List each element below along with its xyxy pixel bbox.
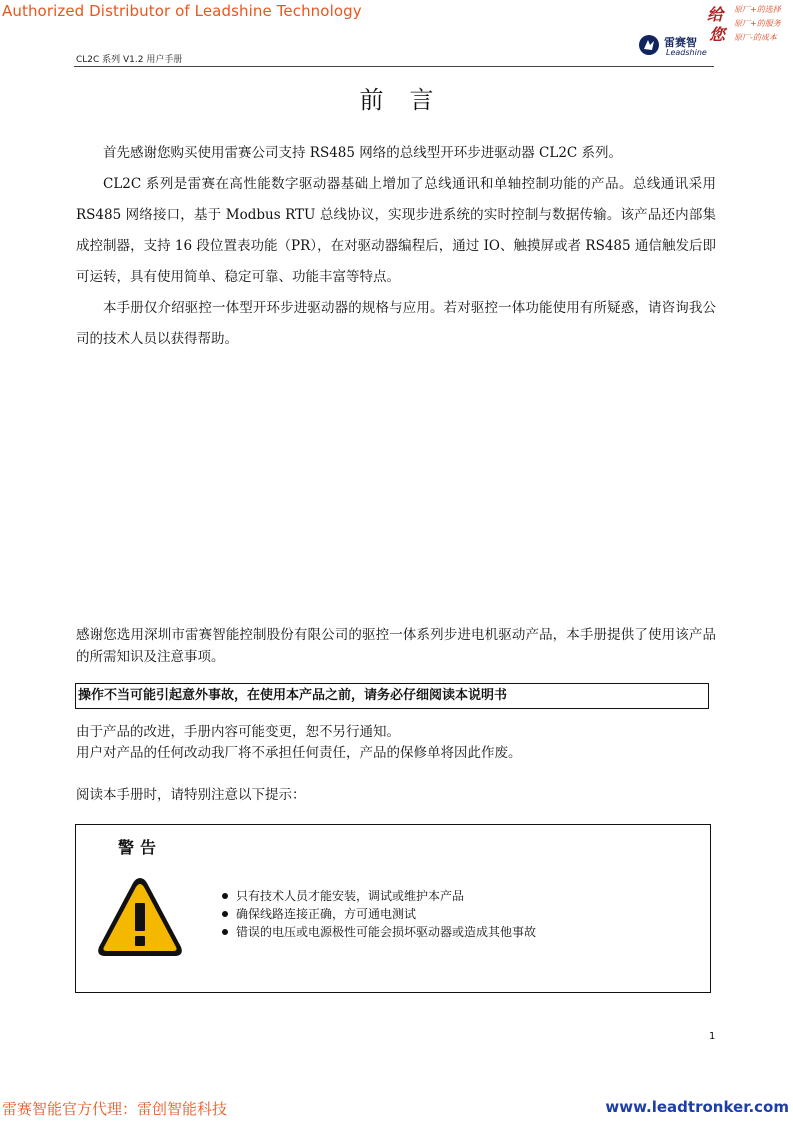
- footer-website-link[interactable]: www.leadtronker.com: [605, 1098, 789, 1116]
- slogan-glyph-you: 您: [709, 25, 726, 44]
- header-divider: [74, 66, 714, 67]
- logo-chinese-name: 雷赛智: [664, 36, 697, 49]
- slogan-line: 原厂+的选择: [734, 5, 781, 14]
- warning-item: 确保线路连接正确，方可通电测试: [222, 905, 536, 923]
- change-notes: [76, 722, 716, 764]
- slogan-line: 原厂-的成本: [734, 33, 777, 42]
- footer-agent: 雷赛智能官方代理：雷创智能科技: [2, 1100, 228, 1118]
- intro-paragraph: CL2C 系列是雷赛在高性能数字驱动器基础上增加了总线通讯和单轴控制功能的产品。总线通讯采用 RS485 网络接口，基于 Modbus RTU 总线协议，实现步进系统的实时控制与数据传输。该产品还内部集成控制器，支持 16 段位置表功能（PR），在对驱动器编程后，通过 IO、触摸屏或者 RS485 通信触发后即可运转，具有使用简单、稳定可靠、功能丰富等特点。: [76, 176, 716, 285]
- change-note: 用户对产品的任何改动我厂将不承担任何责任，产品的保修单将因此作废。: [76, 745, 522, 761]
- intro-paragraph: 首先感谢您购买使用雷赛公司支持 RS485 网络的总线型开环步进驱动器 CL2C 系列。: [103, 145, 623, 161]
- warning-item: 只有技术人员才能安装，调试或维护本产品: [222, 887, 536, 905]
- warning-box: [75, 824, 711, 993]
- slogan-glyph-give: 给: [707, 5, 724, 24]
- page-title: 前言: [359, 86, 460, 114]
- leadshine-logo: [638, 34, 718, 60]
- safety-notice-box: 操作不当可能引起意外事故，在使用本产品之前，请务必仔细阅读本说明书: [75, 683, 709, 709]
- warning-list: [222, 887, 536, 941]
- intro-paragraph: 本手册仅介绍驱控一体型开环步进驱动器的规格与应用。若对驱控一体功能使用有所疑惑，请咨询我公司的技术人员以获得帮助。: [76, 300, 716, 347]
- warning-item: 错误的电压或电源极性可能会损坏驱动器或造成其他事故: [222, 923, 536, 941]
- intro-section: [76, 138, 716, 355]
- thanks-paragraph: 感谢您选用深圳市雷赛智能控制股份有限公司的驱控一体系列步进电机驱动产品，本手册提供了使用该产品的所需知识及注意事项。: [76, 627, 716, 665]
- leadshine-logo-icon: [638, 34, 660, 56]
- page-number: 1: [709, 1031, 716, 1042]
- reading-tip: 阅读本手册时，请特别注意以下提示：: [76, 787, 306, 803]
- document-label: CL2C 系列 V1.2 用户手册: [76, 55, 183, 65]
- distributor-banner: Authorized Distributor of Leadshine Technology: [2, 2, 362, 20]
- warning-title: 警告: [118, 838, 163, 857]
- warning-triangle-icon: [94, 873, 186, 961]
- change-note: 由于产品的改进，手册内容可能变更，恕不另行通知。: [76, 724, 400, 740]
- logo-english-name: Leadshine: [666, 48, 707, 57]
- slogan-line: 原厂+的服务: [734, 19, 781, 28]
